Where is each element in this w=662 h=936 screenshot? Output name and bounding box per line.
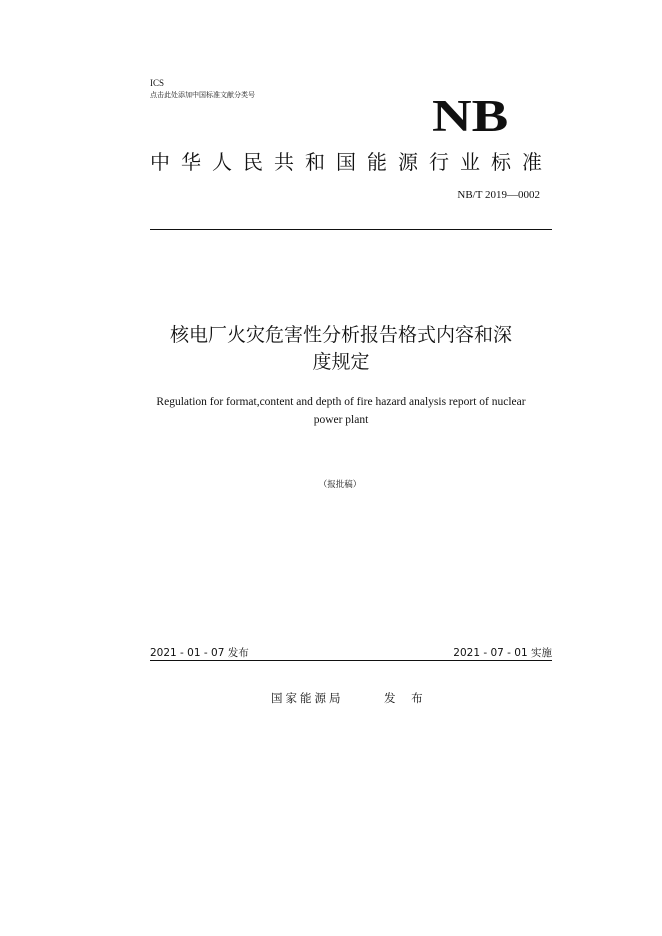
title-zh-line-1: 核电厂火灾危害性分析报告格式内容和深 (169, 324, 512, 346)
title-en-line-1: Regulation for format,content and depth of fire hazard analysis report of nuclear (156, 396, 526, 408)
document-title-zh (140, 322, 542, 376)
standard-number: NB/T 2019—0002 (457, 189, 540, 201)
document-title-en (140, 393, 542, 429)
title-en-line-2: power plant (313, 414, 369, 426)
issue-date: 2021 - 01 - 07 发布 (150, 647, 249, 659)
draft-status: （报批稿） (318, 480, 362, 490)
classification-placeholder[interactable]: 点击此处添加中国标准文献分类号 (150, 91, 255, 99)
header-divider (150, 229, 552, 230)
nb-logo: NB (432, 91, 509, 141)
publish-label: 发 布 (384, 691, 429, 705)
issuer-title: 中华人民共和国能源行业标准 (150, 150, 553, 174)
title-zh-line-2: 度规定 (312, 351, 370, 373)
implement-date: 2021 - 07 - 01 实施 (453, 647, 552, 659)
footer-divider (150, 660, 552, 661)
ics-label: ICS (150, 78, 165, 88)
publisher-name: 国家能源局 (271, 691, 344, 705)
